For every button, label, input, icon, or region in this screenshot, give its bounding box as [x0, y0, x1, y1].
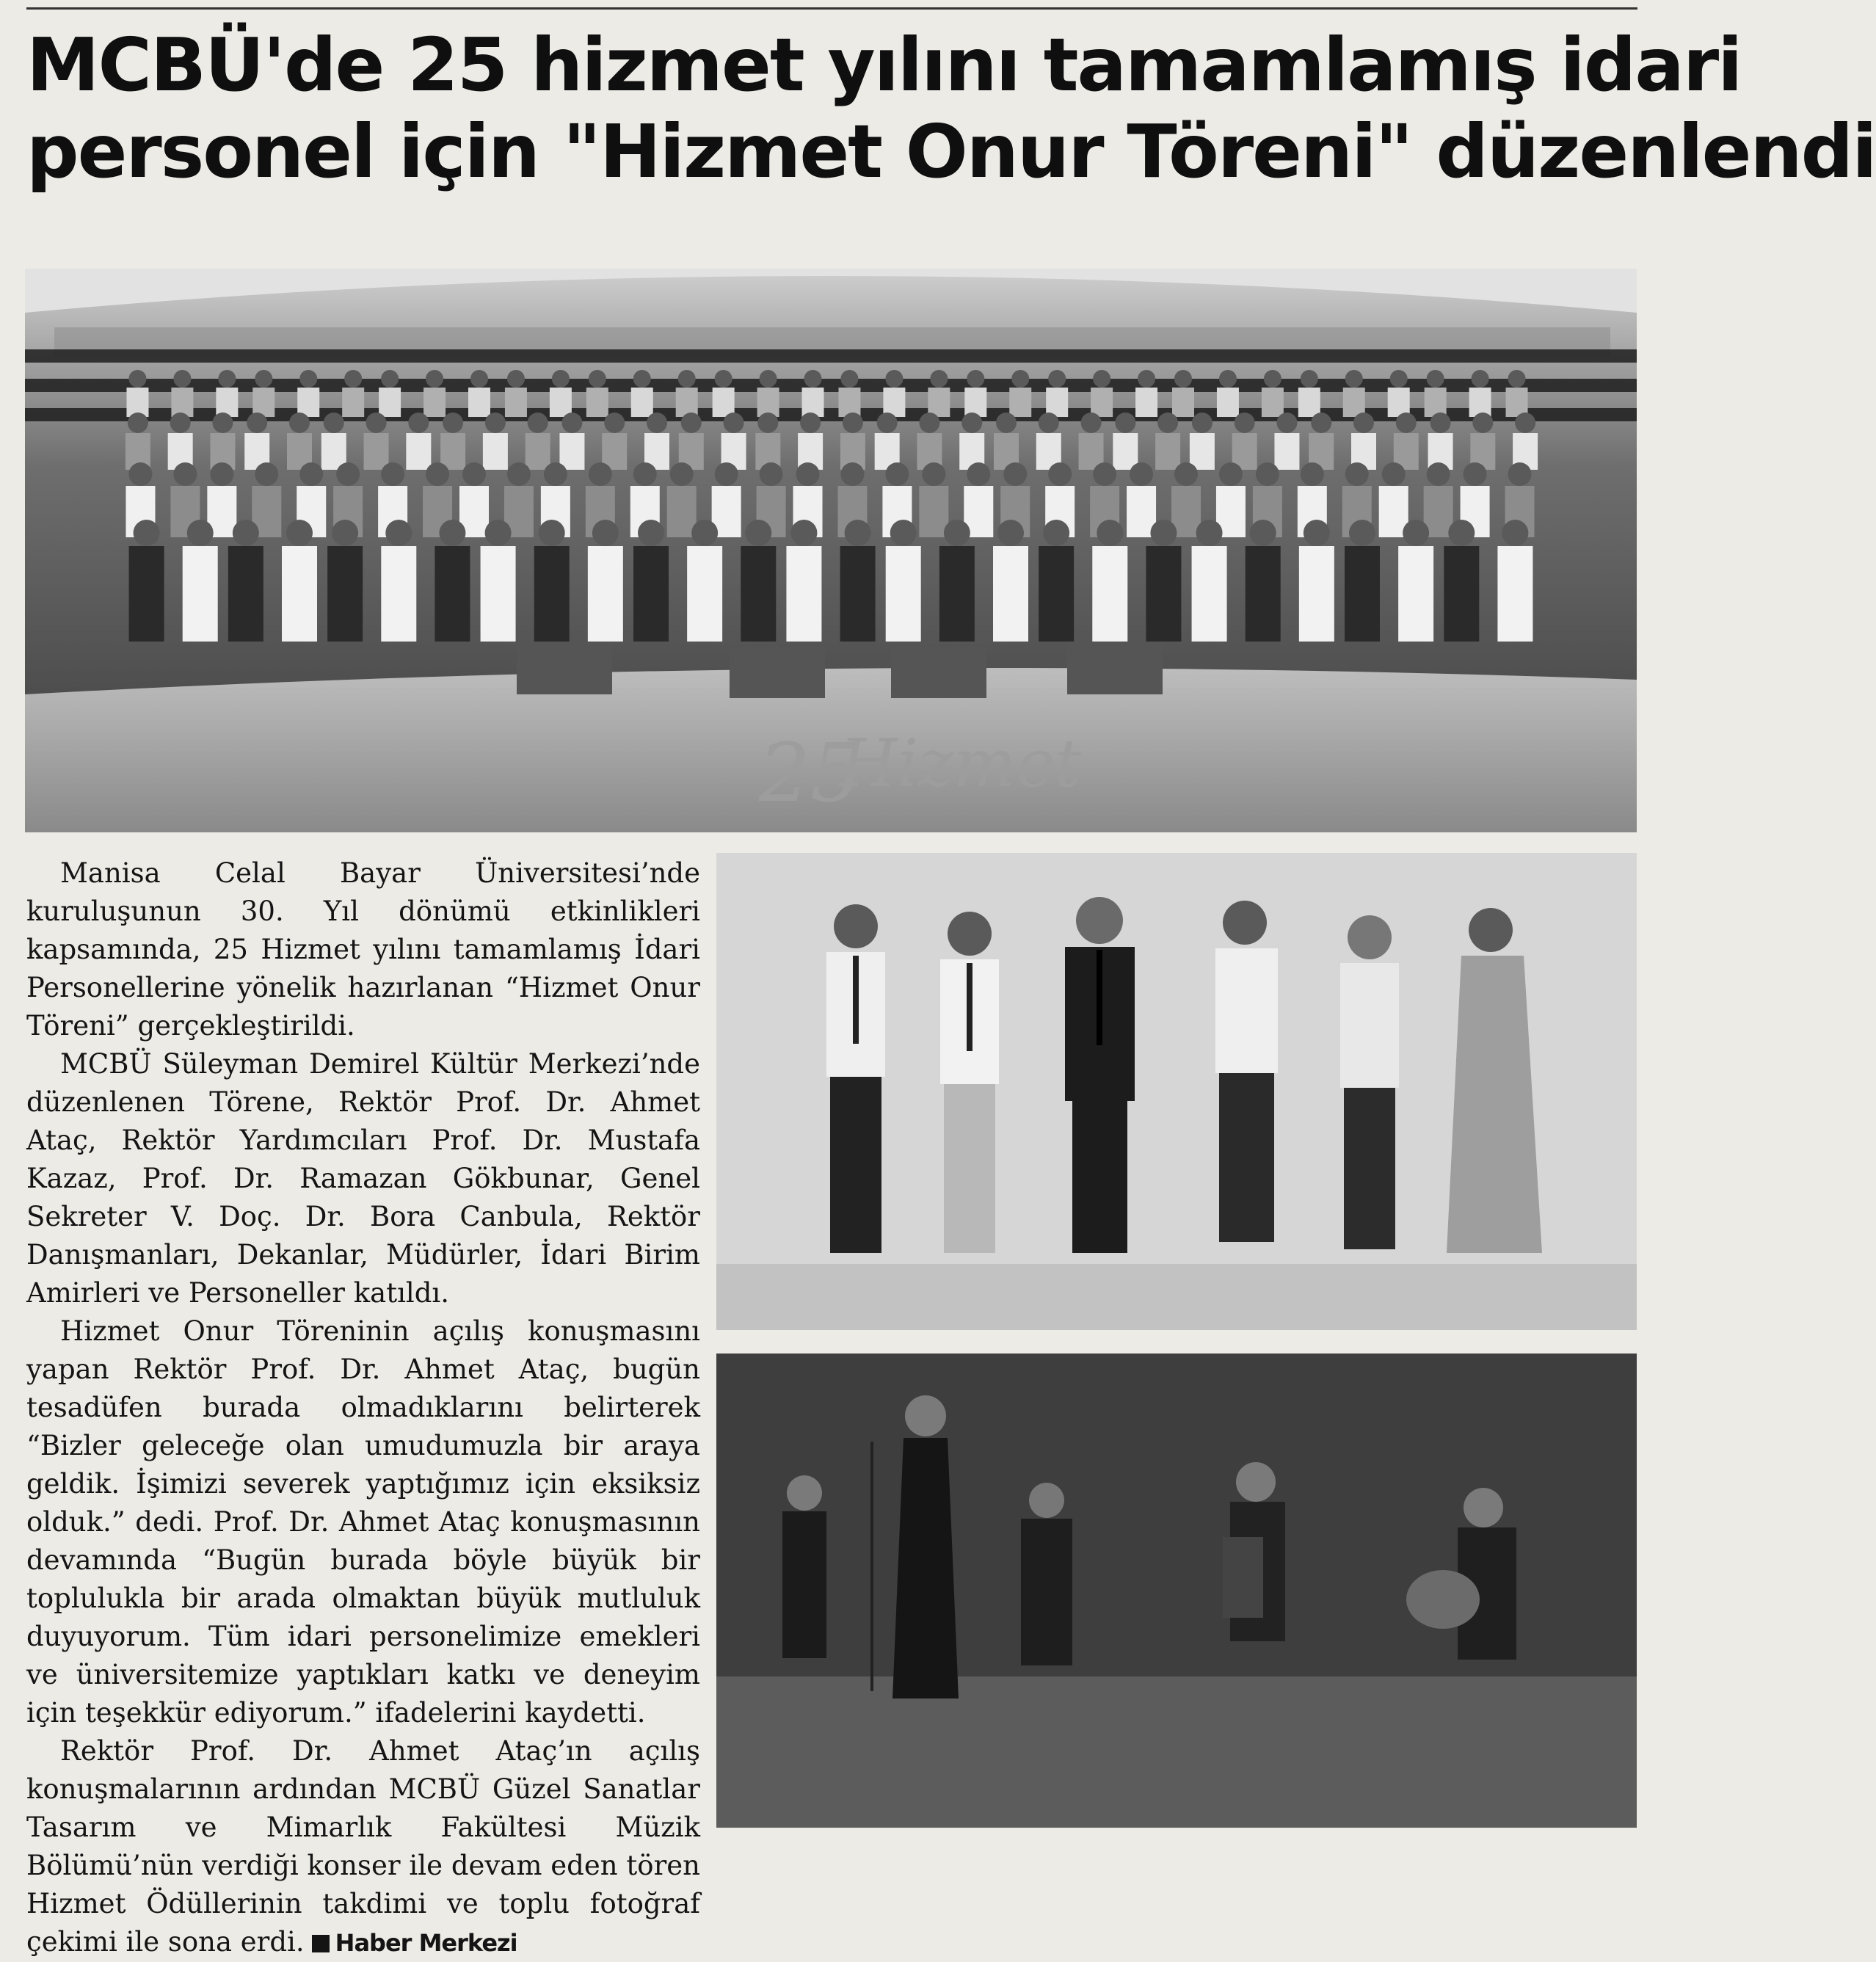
- article-paragraph-last: [26, 1732, 700, 1962]
- article-paragraph: Hizmet Onur Töreninin açılış konuşmasını yapan Rektör Prof. Dr. Ahmet Ataç, bugün tesadüfen burada olmadıklarını belirterek “Bizler geleceğe olan umudumuzla bir araya geldik. İşimizi severek yaptığımız için eksiksiz olduk.” dedi. Prof. Dr. Ahmet Ataç konuşmasının devamında “Bugün burada böyle büyük bir toplulukla bir arada olmaktan büyük mutluluk duyuyorum. Tüm idari personelimize emekleri ve üniversitemize yaptıkları katkı ve deneyim için teşekkür ediyorum.” ifadelerini kaydetti.: [26, 1315, 700, 1729]
- awards-photo-image: [716, 853, 1637, 1330]
- byline: [305, 1929, 517, 1957]
- group-photo-image: [25, 269, 1637, 832]
- article-paragraph: MCBÜ Süleyman Demirel Kültür Merkezi’nde düzenlenen Törene, Rektör Prof. Dr. Ahmet Ataç, Rektör Yardımcıları Prof. Dr. Mustafa Kazaz, Prof. Dr. Ramazan Gökbunar, Genel Sekreter V. Doç. Dr. Bora Canbula, Rektör Danışmanları, Dekanlar, Müdürler, İdari Birim Amirleri ve Personeller katıldı.: [26, 1048, 700, 1309]
- top-rule: [26, 7, 1637, 10]
- concert-photo: [716, 1354, 1637, 1828]
- article-body: [26, 854, 700, 1962]
- article-paragraph: Manisa Celal Bayar Üniversitesi’nde kuruluşunun 30. Yıl dönümü etkinlikleri kapsamında, 25 Hizmet yılını tamamlamış İdari Personellerine yönelik hazırlanan “Hizmet Onur Töreni” gerçekleştirildi.: [26, 857, 700, 1042]
- headline-line-1: MCBÜ'de 25 hizmet yılını tamamlamış idari: [26, 22, 1742, 108]
- awards-photo: [716, 853, 1637, 1330]
- byline-square-icon: [312, 1935, 330, 1952]
- byline-text: Haber Merkezi: [335, 1929, 517, 1957]
- headline-line-2: personel için "Hizmet Onur Töreni" düzenlendi: [26, 109, 1876, 195]
- stage-logo-text: Hizmet: [840, 725, 1082, 802]
- headline: [26, 22, 1876, 195]
- concert-photo-image: [716, 1354, 1637, 1828]
- stage-logo-number: 25: [759, 726, 862, 820]
- article-paragraph-text: Rektör Prof. Dr. Ahmet Ataç’ın açılış konuşmalarının ardından MCBÜ Güzel Sanatlar Tasarım ve Mimarlık Fakültesi Müzik Bölümü’nün verdiği konser ile devam eden tören Hizmet Ödüllerinin takdimi ve toplu fotoğraf çekimi ile sona erdi.: [26, 1735, 700, 1958]
- group-photo: [25, 269, 1637, 832]
